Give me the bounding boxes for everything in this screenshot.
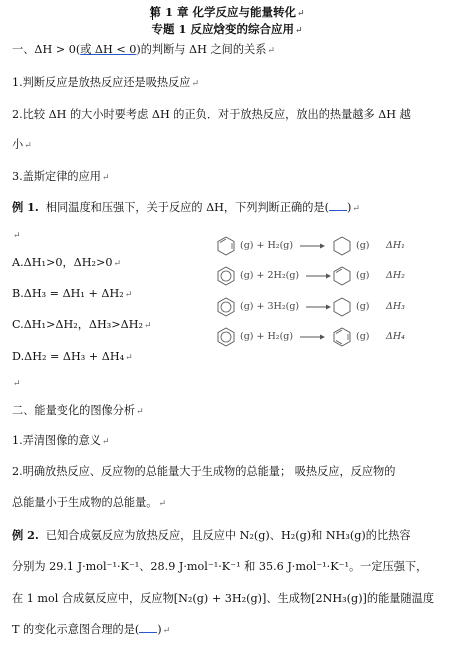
reaction-3: (g) + 3H₂(g) (g) ΔH₃ <box>214 297 444 317</box>
answer-blank[interactable] <box>329 200 347 211</box>
section1-title: 一、ΔH > 0(或 ΔH < 0)的判断与 ΔH 之间的关系↵ <box>12 43 275 56</box>
section2-point1: 1.弄清图像的意义↵ <box>12 434 110 447</box>
section1-point2: 2.比较 ΔH 的大小时要考虑 ΔH 的正负．对于放热反应，放出的热量越多 ΔH 越 <box>12 108 411 121</box>
chapter-heading: 第 1 章 化学反应与能量转化↵ <box>149 5 305 19</box>
example2-line2: 分别为 29.1 J·mol⁻¹·K⁻¹、28.9 J·mol⁻¹·K⁻¹ 和 35.6 J·mol⁻¹·K⁻¹。一定压强下， <box>12 560 428 573</box>
empty-line: ↵ <box>13 379 21 389</box>
section1-point3: 3.盖斯定律的应用↵ <box>12 170 110 183</box>
section2-point2-cont: 总能量小于生成物的总能量。↵ <box>12 496 166 509</box>
section2-title: 二、能量变化的图像分析↵ <box>12 404 144 417</box>
section1-point1: 1.判断反应是放热反应还是吸热反应↵ <box>12 76 200 89</box>
option-b: B.ΔH₃ = ΔH₁ + ΔH₂↵ <box>12 287 133 300</box>
section2-point2: 2.明确放热反应、反应物的总能量大于生成物的总能量； 吸热反应，反应物的 <box>12 465 396 478</box>
example2-line1: 例 2. 已知合成氨反应为放热反应，且反应中 N₂(g)、H₂(g)和 NH₃(g)的比热容 <box>12 528 411 542</box>
example2-line4: T 的变化示意图合理的是( )↵ <box>12 623 171 636</box>
section1-point2-cont: 小↵ <box>12 138 32 151</box>
reaction-2: (g) + 2H₂(g) (g) ΔH₂ <box>214 266 444 286</box>
answer-blank[interactable] <box>139 622 157 633</box>
empty-line: ↵ <box>13 231 21 241</box>
reaction-4: (g) + H₂(g) (g) ΔH₄ <box>214 327 444 347</box>
topic-heading: 专题 1 反应焓变的综合应用↵ <box>151 22 303 36</box>
reaction-1: (g) + H₂(g) (g) ΔH₁ <box>214 236 444 256</box>
example1-stem: 例 1. 相同温度和压强下，关于反应的 ΔH，下列判断正确的是( )↵ <box>12 200 360 214</box>
option-d: D.ΔH₂ = ΔH₃ + ΔH₄↵ <box>12 350 133 363</box>
option-c: C.ΔH₁>ΔH₂，ΔH₃>ΔH₂↵ <box>12 318 152 331</box>
example2-line3: 在 1 mol 合成氨反应中，反应物[N₂(g) + 3H₂(g)]、生成物[2NH₃(g)]的能量随温度 <box>12 592 435 605</box>
option-a: A.ΔH₁>0，ΔH₂>0↵ <box>12 256 121 269</box>
